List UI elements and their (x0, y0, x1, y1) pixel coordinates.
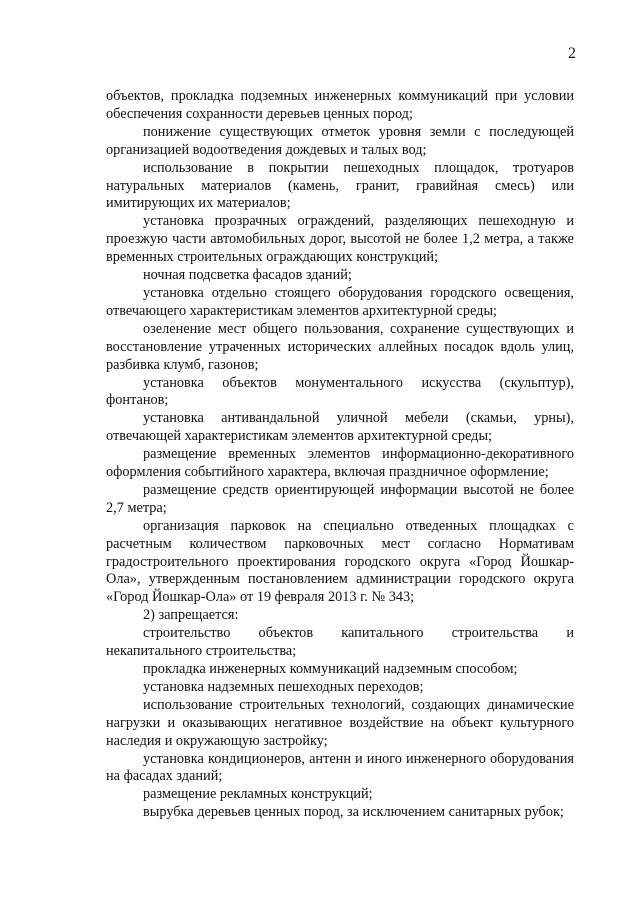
paragraph: размещение средств ориентирующей информации высотой не более 2,7 метра; (106, 481, 574, 516)
paragraph: использование строительных технологий, создающих динамические нагрузки и оказывающих негативное воздействие на объект культурного наследия и окружающую застройку; (106, 696, 574, 749)
page-number: 2 (568, 45, 576, 62)
paragraph: ночная подсветка фасадов зданий; (143, 267, 352, 284)
paragraph: размещение временных элементов информационно-декоративного оформления событийного характера, включая праздничное оформление; (106, 446, 574, 481)
paragraph: установка кондиционеров, антенн и иного инженерного оборудования на фасадах зданий; (106, 750, 574, 785)
paragraph: установка антивандальной уличной мебели (скамьи, урны), отвечающей характеристикам элементов архитектурной среды; (106, 410, 574, 445)
paragraph: строительство объектов капитального строительства и некапитального строительства; (106, 625, 574, 660)
paragraph: использование в покрытии пешеходных площадок, тротуаров натуральных материалов (камень, гранит, гравийная смесь) или имитирующих их материалов; (106, 159, 574, 212)
paragraph: установка объектов монументального искусства (скульптур), фонтанов; (106, 374, 574, 409)
paragraph: организация парковок на специально отведенных площадках с расчетным количеством парковочных мест согласно Нормативам градостроительного проектирования городского округа «Город Йошкар-Ола», утвержденным постановлением администрации городского округа «Город Йошкар-Ола» от 19 февраля 2013 г. № 343; (106, 517, 574, 606)
paragraph: 2) запрещается: (143, 607, 239, 624)
paragraph: вырубка деревьев ценных пород, за исключением санитарных рубок; (143, 804, 564, 821)
paragraph: озеленение мест общего пользования, сохранение существующих и восстановление утраченных исторических аллейных посадок вдоль улиц, разбивка клумб, газонов; (106, 320, 574, 373)
paragraph: понижение существующих отметок уровня земли с последующей организацией водоотведения дождевых и талых вод; (106, 123, 574, 158)
paragraph: размещение рекламных конструкций; (143, 786, 373, 803)
paragraph: объектов, прокладка подземных инженерных коммуникаций при условии обеспечения сохранности деревьев ценных пород; (106, 88, 574, 122)
paragraph: установка надземных пешеходных переходов; (143, 678, 424, 695)
paragraph: прокладка инженерных коммуникаций надземным способом; (143, 661, 518, 677)
paragraph: установка отдельно стоящего оборудования городского освещения, отвечающего характеристикам элементов архитектурной среды; (106, 284, 574, 319)
document-body (106, 88, 574, 822)
paragraph: установка прозрачных ограждений, разделяющих пешеходную и проезжую части автомобильных дорог, высотой не более 1,2 метра, а также временных строительных ограждающих конструкций; (106, 213, 574, 266)
